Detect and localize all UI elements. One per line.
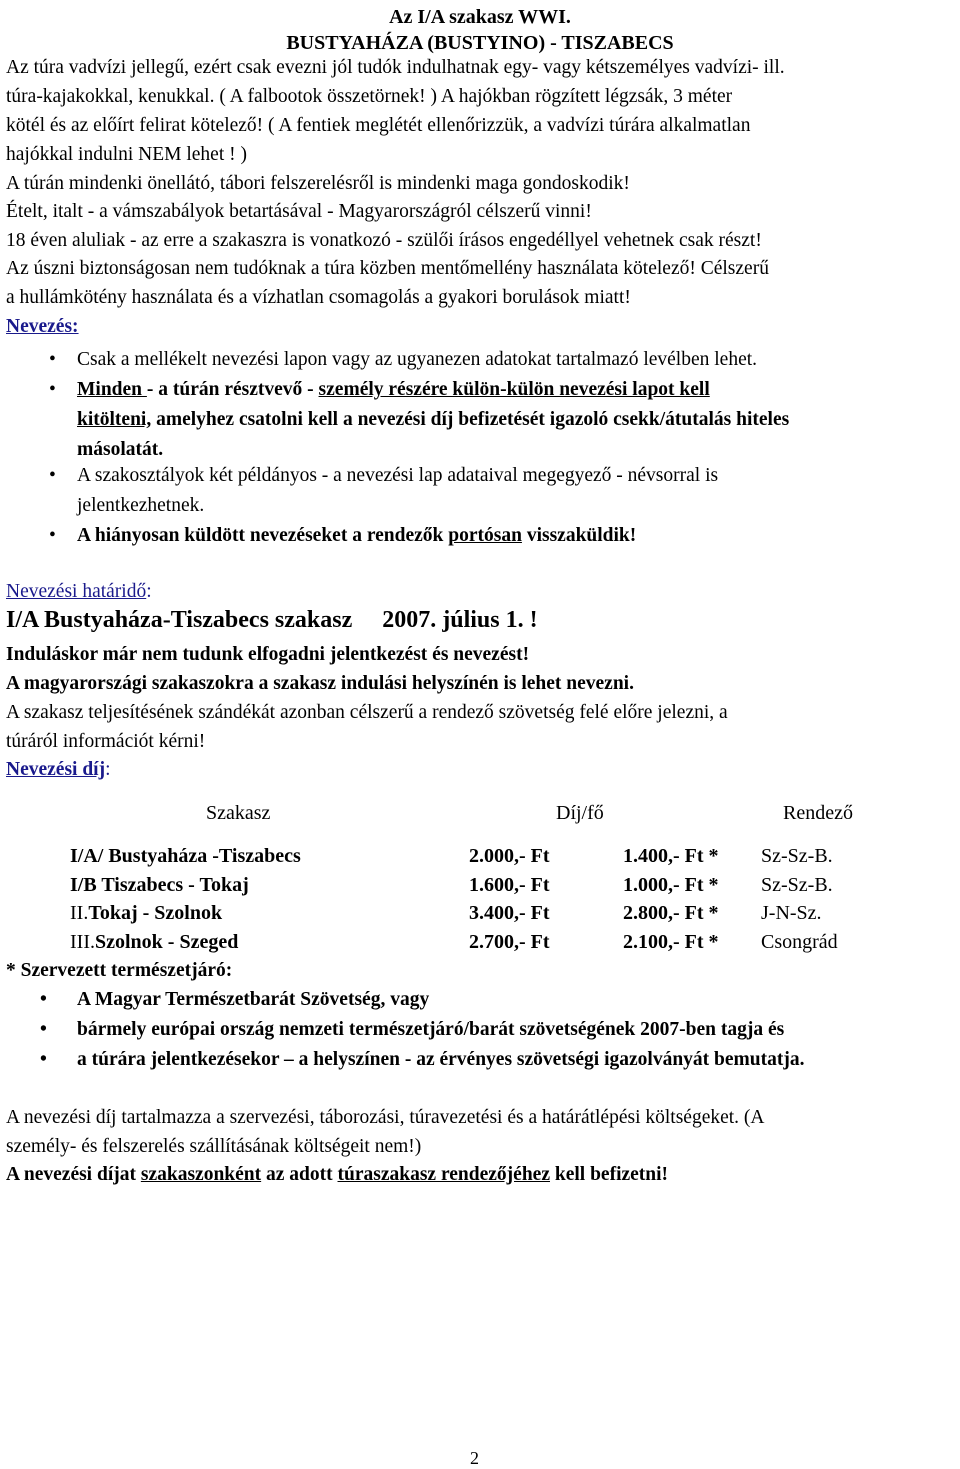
nevezes-bullet-2	[49, 375, 950, 465]
row-tagsagi: 1.400,- Ft *	[623, 845, 719, 867]
bullet-icon: •	[40, 1049, 47, 1070]
page-number: 2	[470, 1448, 479, 1468]
title-line-1: Az I/A szakasz WWI.	[389, 6, 571, 28]
row-tagsagi: 2.100,- Ft *	[623, 931, 719, 953]
fees-heading-colon: :	[105, 759, 111, 780]
b4-part-3: visszaküldik!	[521, 525, 637, 546]
nevezes-bullet-3	[49, 461, 950, 521]
nevezes-bullet-1	[49, 345, 950, 375]
nevezes-heading: Nevezés:	[6, 316, 79, 337]
deadline-big-line: I/A Bustyaháza-Tiszabecs szakasz 2007. július 1. !	[6, 607, 538, 633]
closing-line-1: A nevezési díj tartalmazza a szervezési, táborozási, túravezetési és a határátlépési költségeket. (A	[6, 1107, 765, 1128]
closing-p3: az adott	[261, 1164, 338, 1185]
row-dij: 2.700,- Ft	[469, 931, 550, 953]
deadline-line-3: A szakasz teljesítésének szándékát azonban célszerű a rendező szövetség felé előre jelezni, a	[6, 702, 728, 723]
row-rendezo: Sz-Sz-B.	[761, 874, 833, 896]
closing-szakaszonkent: szakaszonként	[140, 1164, 262, 1185]
intro-line-9: a hullámkötény használata és a vízhatlan csomagolás a gyakori borulások miatt!	[6, 287, 631, 308]
row-tagsagi: 2.800,- Ft *	[623, 902, 719, 924]
closing-line-3	[6, 1161, 954, 1190]
fees-heading-text: Nevezési díj	[6, 759, 106, 780]
intro-line-7: 18 éven aluliak - az erre a szakaszra is vonatkozó - szülői írásos engedéllyel vehetnek csak részt!	[6, 230, 762, 251]
row-rendezo: J-N-Sz.	[761, 902, 822, 924]
title-line-2: BUSTYAHÁZA (BUSTYINO) - TISZABECS	[286, 32, 674, 54]
bullet-icon: •	[49, 465, 56, 486]
deadline-heading-colon: :	[146, 581, 152, 602]
nevezes-bullet-4	[49, 521, 950, 551]
closing-line-2: személy- és felszerelés szállításának költségeit nem!)	[6, 1136, 422, 1157]
organized-heading: * Szervezett természetjáró:	[6, 960, 233, 981]
b4-portosan: portósan	[448, 525, 522, 546]
intro-line-1: Az túra vadvízi jellegű, ezért csak evezni jól tudók indulhatnak egy- vagy kétszemélyes vadvízi- ill.	[6, 57, 785, 78]
intro-line-4: hajókkal indulni NEM lehet ! )	[6, 144, 247, 165]
b2-masolatat: másolatát.	[77, 439, 164, 460]
row-szakasz: I/B Tiszabecs - Tokaj	[70, 874, 249, 896]
intro-line-5: A túrán mindenki önellátó, tábori felszerelésről is mindenki maga gondoskodik!	[6, 173, 630, 194]
organized-item-3-text: a túrára jelentkezésekor – a helyszínen - az érvényes szövetségi igazolványát bemutatja.	[77, 1049, 805, 1070]
closing-p5: kell befizetni!	[549, 1164, 669, 1185]
deadline-heading	[6, 578, 954, 607]
bullet-icon: •	[40, 989, 47, 1010]
b2-szemely: személy részére külön-külön nevezési lapot kell	[318, 379, 710, 400]
col-szakasz: Szakasz	[206, 802, 271, 824]
intro-line-2: túra-kajakokkal, kenukkal. ( A falbootok összetörnek! ) A hajókban rögzített légzsák, 3 méter	[6, 86, 733, 107]
intro-line-3: kötél és az előírt felirat kötelező! ( A fentiek meglétét ellenőrizzük, a vadvízi túrára alkalmatlan	[6, 115, 751, 136]
row-dij: 1.600,- Ft	[469, 874, 550, 896]
organized-item-1-text: A Magyar Természetbarát Szövetség, vagy	[77, 989, 430, 1010]
bullet-icon: •	[49, 525, 56, 546]
col-rendezo: Rendező	[783, 802, 853, 824]
nevezes-bullet-1-text: Csak a mellékelt nevezési lapon vagy az ugyanezen adatokat tartalmazó levélben lehet.	[77, 349, 758, 370]
bullet-icon: •	[49, 349, 56, 370]
deadline-line-1: Induláskor már nem tudunk elfogadni jelentkezést és nevezést!	[6, 644, 530, 665]
row-dij: 2.000,- Ft	[469, 845, 550, 867]
row-prefix: II.	[70, 902, 89, 924]
b2-kitolteni: kitölteni,	[77, 409, 152, 430]
intro-line-8: Az úszni biztonságosan nem tudóknak a túra közben mentőmellény használata kötelező! Célszerű	[6, 258, 769, 279]
b3-line-1: A szakosztályok két példányos - a nevezési lap adataival megegyező - névsorral is	[77, 465, 719, 486]
bullet-icon: •	[40, 1019, 47, 1040]
closing-turaszakasz: túraszakasz rendezőjéhez	[337, 1164, 550, 1185]
fees-heading	[6, 756, 954, 785]
deadline-line-4: túráról információt kérni!	[6, 731, 206, 752]
row-dij: 3.400,- Ft	[469, 902, 550, 924]
row-tagsagi: 1.000,- Ft *	[623, 874, 719, 896]
organized-item-2-text: bármely európai ország nemzeti természetjáró/barát szövetségének 2007-ben tagja és	[77, 1019, 785, 1040]
deadline-line-2: A magyarországi szakaszokra a szakasz indulási helyszínén is lehet nevezni.	[6, 673, 634, 694]
row-prefix: III.	[70, 931, 95, 953]
row-szakasz: Szolnok - Szeged	[94, 931, 239, 953]
row-rendezo: Sz-Sz-B.	[761, 845, 833, 867]
col-dij: Díj/fő	[556, 802, 604, 824]
b2-minden: Minden	[77, 379, 147, 400]
b2-csatolni: amelyhez csatolni kell a nevezési díj befizetését igazoló csekk/átutalás hiteles	[151, 409, 790, 430]
row-szakasz: Tokaj - Szolnok	[88, 902, 223, 924]
bullet-icon: •	[49, 379, 56, 400]
b4-part-1: A hiányosan küldött nevezéseket a rendezők	[77, 525, 449, 546]
b3-line-2: jelentkezhetnek.	[77, 495, 205, 516]
deadline-heading-text: Nevezési határidő	[6, 581, 147, 602]
closing-p1: A nevezési díjat	[6, 1164, 141, 1185]
row-rendezo: Csongrád	[761, 931, 838, 953]
b2-resztvevo: - a túrán résztvevő -	[146, 379, 319, 400]
intro-line-6: Ételt, italt - a vámszabályok betartásával - Magyarországról célszerű vinni!	[6, 201, 592, 222]
row-szakasz: I/A/ Bustyaháza -Tiszabecs	[70, 845, 301, 867]
